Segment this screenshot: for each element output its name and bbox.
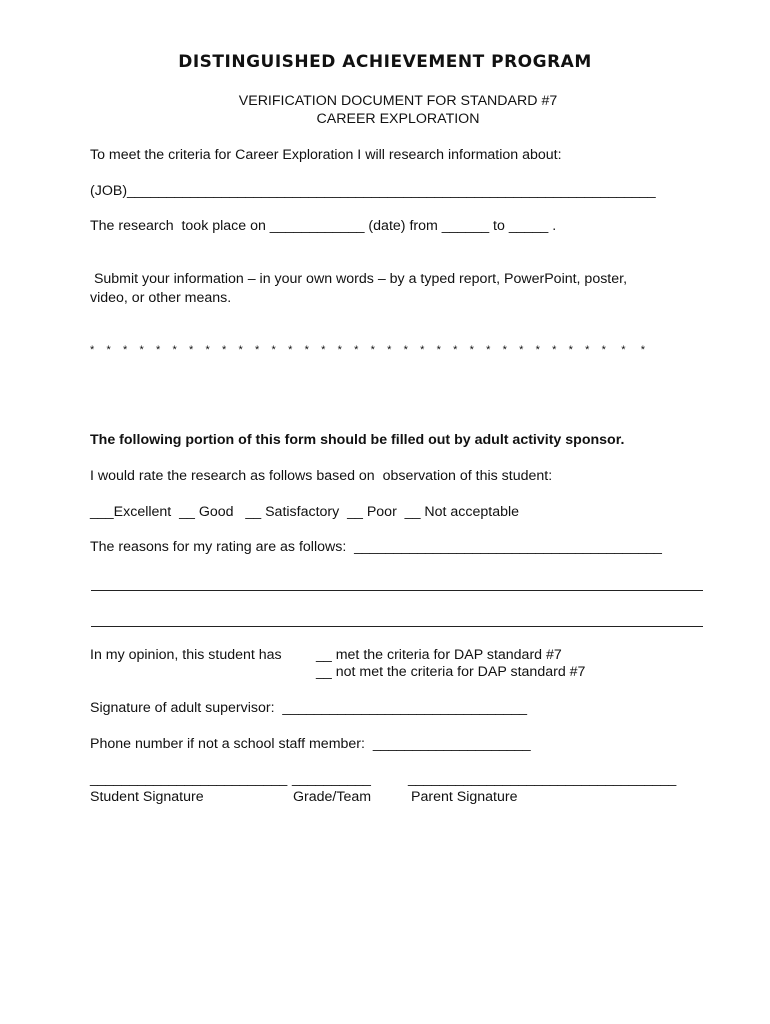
grade-team-line[interactable]: __________ <box>292 771 371 787</box>
parent-signature-line[interactable]: __________________________________ <box>408 771 677 787</box>
opinion-label: In my opinion, this student has <box>90 647 282 663</box>
supervisor-signature-field[interactable]: Signature of adult supervisor: _______________________________ <box>90 700 528 716</box>
intro-text: To meet the criteria for Career Exploration I will research information about: <box>90 147 562 163</box>
document-section-name: CAREER EXPLORATION <box>316 111 480 127</box>
research-date-field[interactable]: The research took place on ____________ (date) from ______ to _____ . <box>90 218 557 234</box>
document-title: DISTINGUISHED ACHIEVEMENT PROGRAM <box>178 52 592 72</box>
opinion-option-met[interactable]: __ met the criteria for DAP standard #7 <box>316 647 562 663</box>
opinion-option-not-met[interactable]: __ not met the criteria for DAP standard #7 <box>316 664 586 680</box>
document-subtitle: VERIFICATION DOCUMENT FOR STANDARD #7 <box>238 93 558 109</box>
phone-number-field[interactable]: Phone number if not a school staff member: ____________________ <box>90 736 531 752</box>
submit-instructions-line1: Submit your information – in your own words – by a typed report, PowerPoint, poster, <box>90 271 628 287</box>
rate-prompt: I would rate the research as follows based on observation of this student: <box>90 468 553 484</box>
reasons-line-2[interactable] <box>91 590 703 591</box>
student-signature-line[interactable]: _________________________ <box>90 771 288 787</box>
grade-team-label: Grade/Team <box>293 789 372 805</box>
job-field[interactable]: (JOB)___________________________________________________________________ <box>90 183 656 199</box>
submit-instructions-line2: video, or other means. <box>90 290 232 306</box>
section-separator: * * * * * * * * * * * * * * * * * * * * * * * * * * * * * * * * * * <box>90 344 646 356</box>
reasons-field[interactable]: The reasons for my rating are as follows: _______________________________________ <box>90 539 662 555</box>
sponsor-heading: The following portion of this form should be filled out by adult activity sponsor. <box>90 432 625 448</box>
rating-options[interactable]: ___Excellent __ Good __ Satisfactory __ Poor __ Not acceptable <box>90 504 520 520</box>
reasons-line-3[interactable] <box>91 626 703 627</box>
parent-signature-label: Parent Signature <box>411 789 518 805</box>
student-signature-label: Student Signature <box>90 789 204 805</box>
